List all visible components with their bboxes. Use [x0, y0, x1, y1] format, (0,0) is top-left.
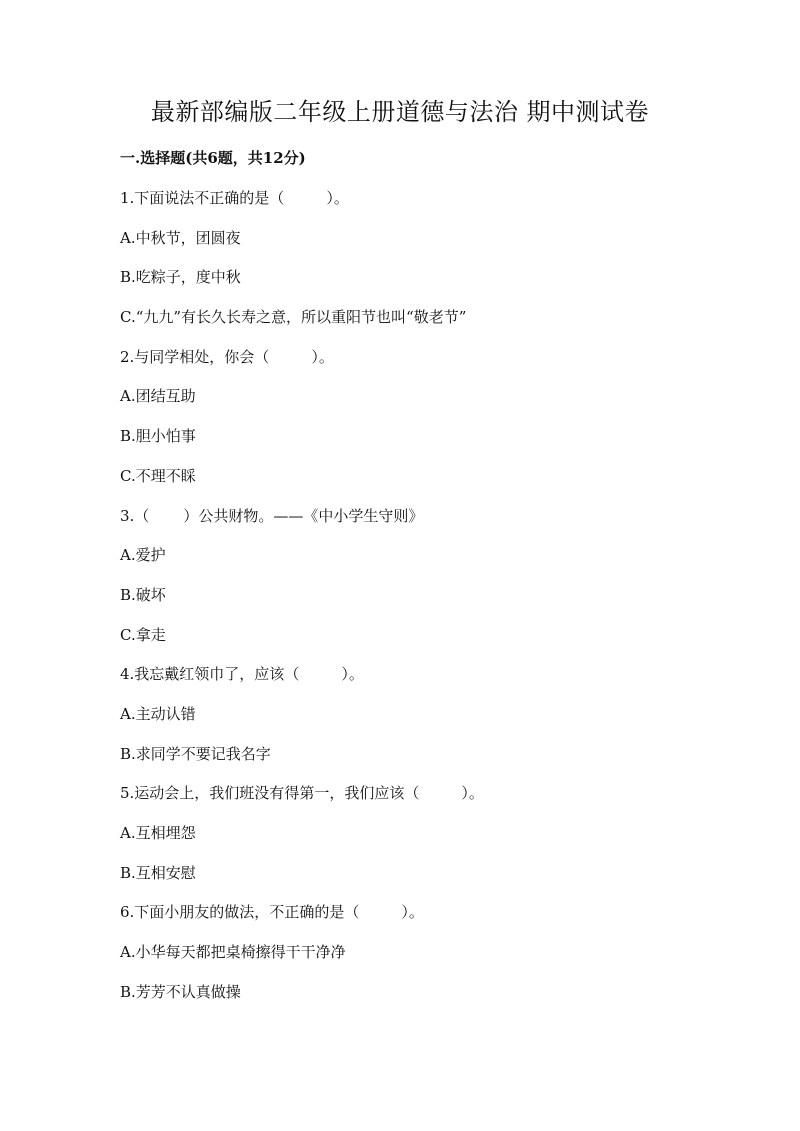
question-3-option-b: B.破坏: [120, 585, 166, 604]
question-stem-text: ）。: [401, 903, 424, 922]
question-3-option-a: A.爱护: [120, 546, 166, 565]
question-6-option-b: B.芳芳不认真做操: [120, 982, 241, 1001]
question-4-option-a: A.主动认错: [120, 704, 196, 723]
question-6-option-a: A.小华每天都把桌椅擦得干干净净: [120, 943, 346, 962]
question-5-option-b: B.互相安慰: [120, 863, 196, 882]
question-list: [120, 186, 700, 1019]
question-stem-text: ）。: [311, 347, 334, 366]
question-stem-text: 6.下面小朋友的做法，不正确的是（: [120, 903, 360, 922]
question-stem-text: 4.我忘戴红领巾了，应该（: [120, 665, 300, 684]
question-2-option-c: C.不理不睬: [120, 466, 196, 485]
question-6-stem: [120, 900, 700, 940]
page-title: 最新部编版二年级上册道德与法治 期中测试卷: [150, 98, 650, 126]
question-stem-text: 2.与同学相处，你会（: [120, 347, 270, 366]
question-stem-text: 5.运动会上，我们班没有得第一，我们应该（: [120, 784, 420, 803]
question-1-option-b: B.吃粽子，度中秋: [120, 268, 241, 287]
question-5-option-a: A.互相埋怨: [120, 824, 196, 842]
question-stem-text: 1.下面说法不正确的是（: [120, 189, 285, 207]
question-stem-text: ）。: [341, 665, 364, 684]
question-3-option-c: C.拿走: [120, 625, 166, 644]
question-2-option-a: A.团结互助: [120, 387, 196, 406]
question-1-option-a: A.中秋节，团圆夜: [120, 228, 241, 247]
question-4-option-b: B.求同学不要记我名字: [120, 744, 271, 763]
question-2-option-b: B.胆小怕事: [120, 427, 196, 446]
question-1-option-c: C.“九九”有长久长寿之意，所以重阳节也叫“敬老节”: [120, 308, 467, 327]
question-2-stem: [120, 345, 700, 385]
question-1-stem: [120, 186, 700, 226]
question-stem-text: ）公共财物。——《中小学生守则》: [183, 506, 424, 525]
question-stem-text: ）。: [326, 189, 349, 207]
question-4-stem: [120, 662, 700, 702]
section-heading: 一.选择题(共6题，共12分): [120, 149, 306, 167]
question-stem-text: ）。: [461, 784, 484, 803]
question-stem-text: 3.（: [120, 506, 150, 525]
question-3-stem: [120, 504, 700, 544]
question-5-stem: [120, 781, 700, 821]
